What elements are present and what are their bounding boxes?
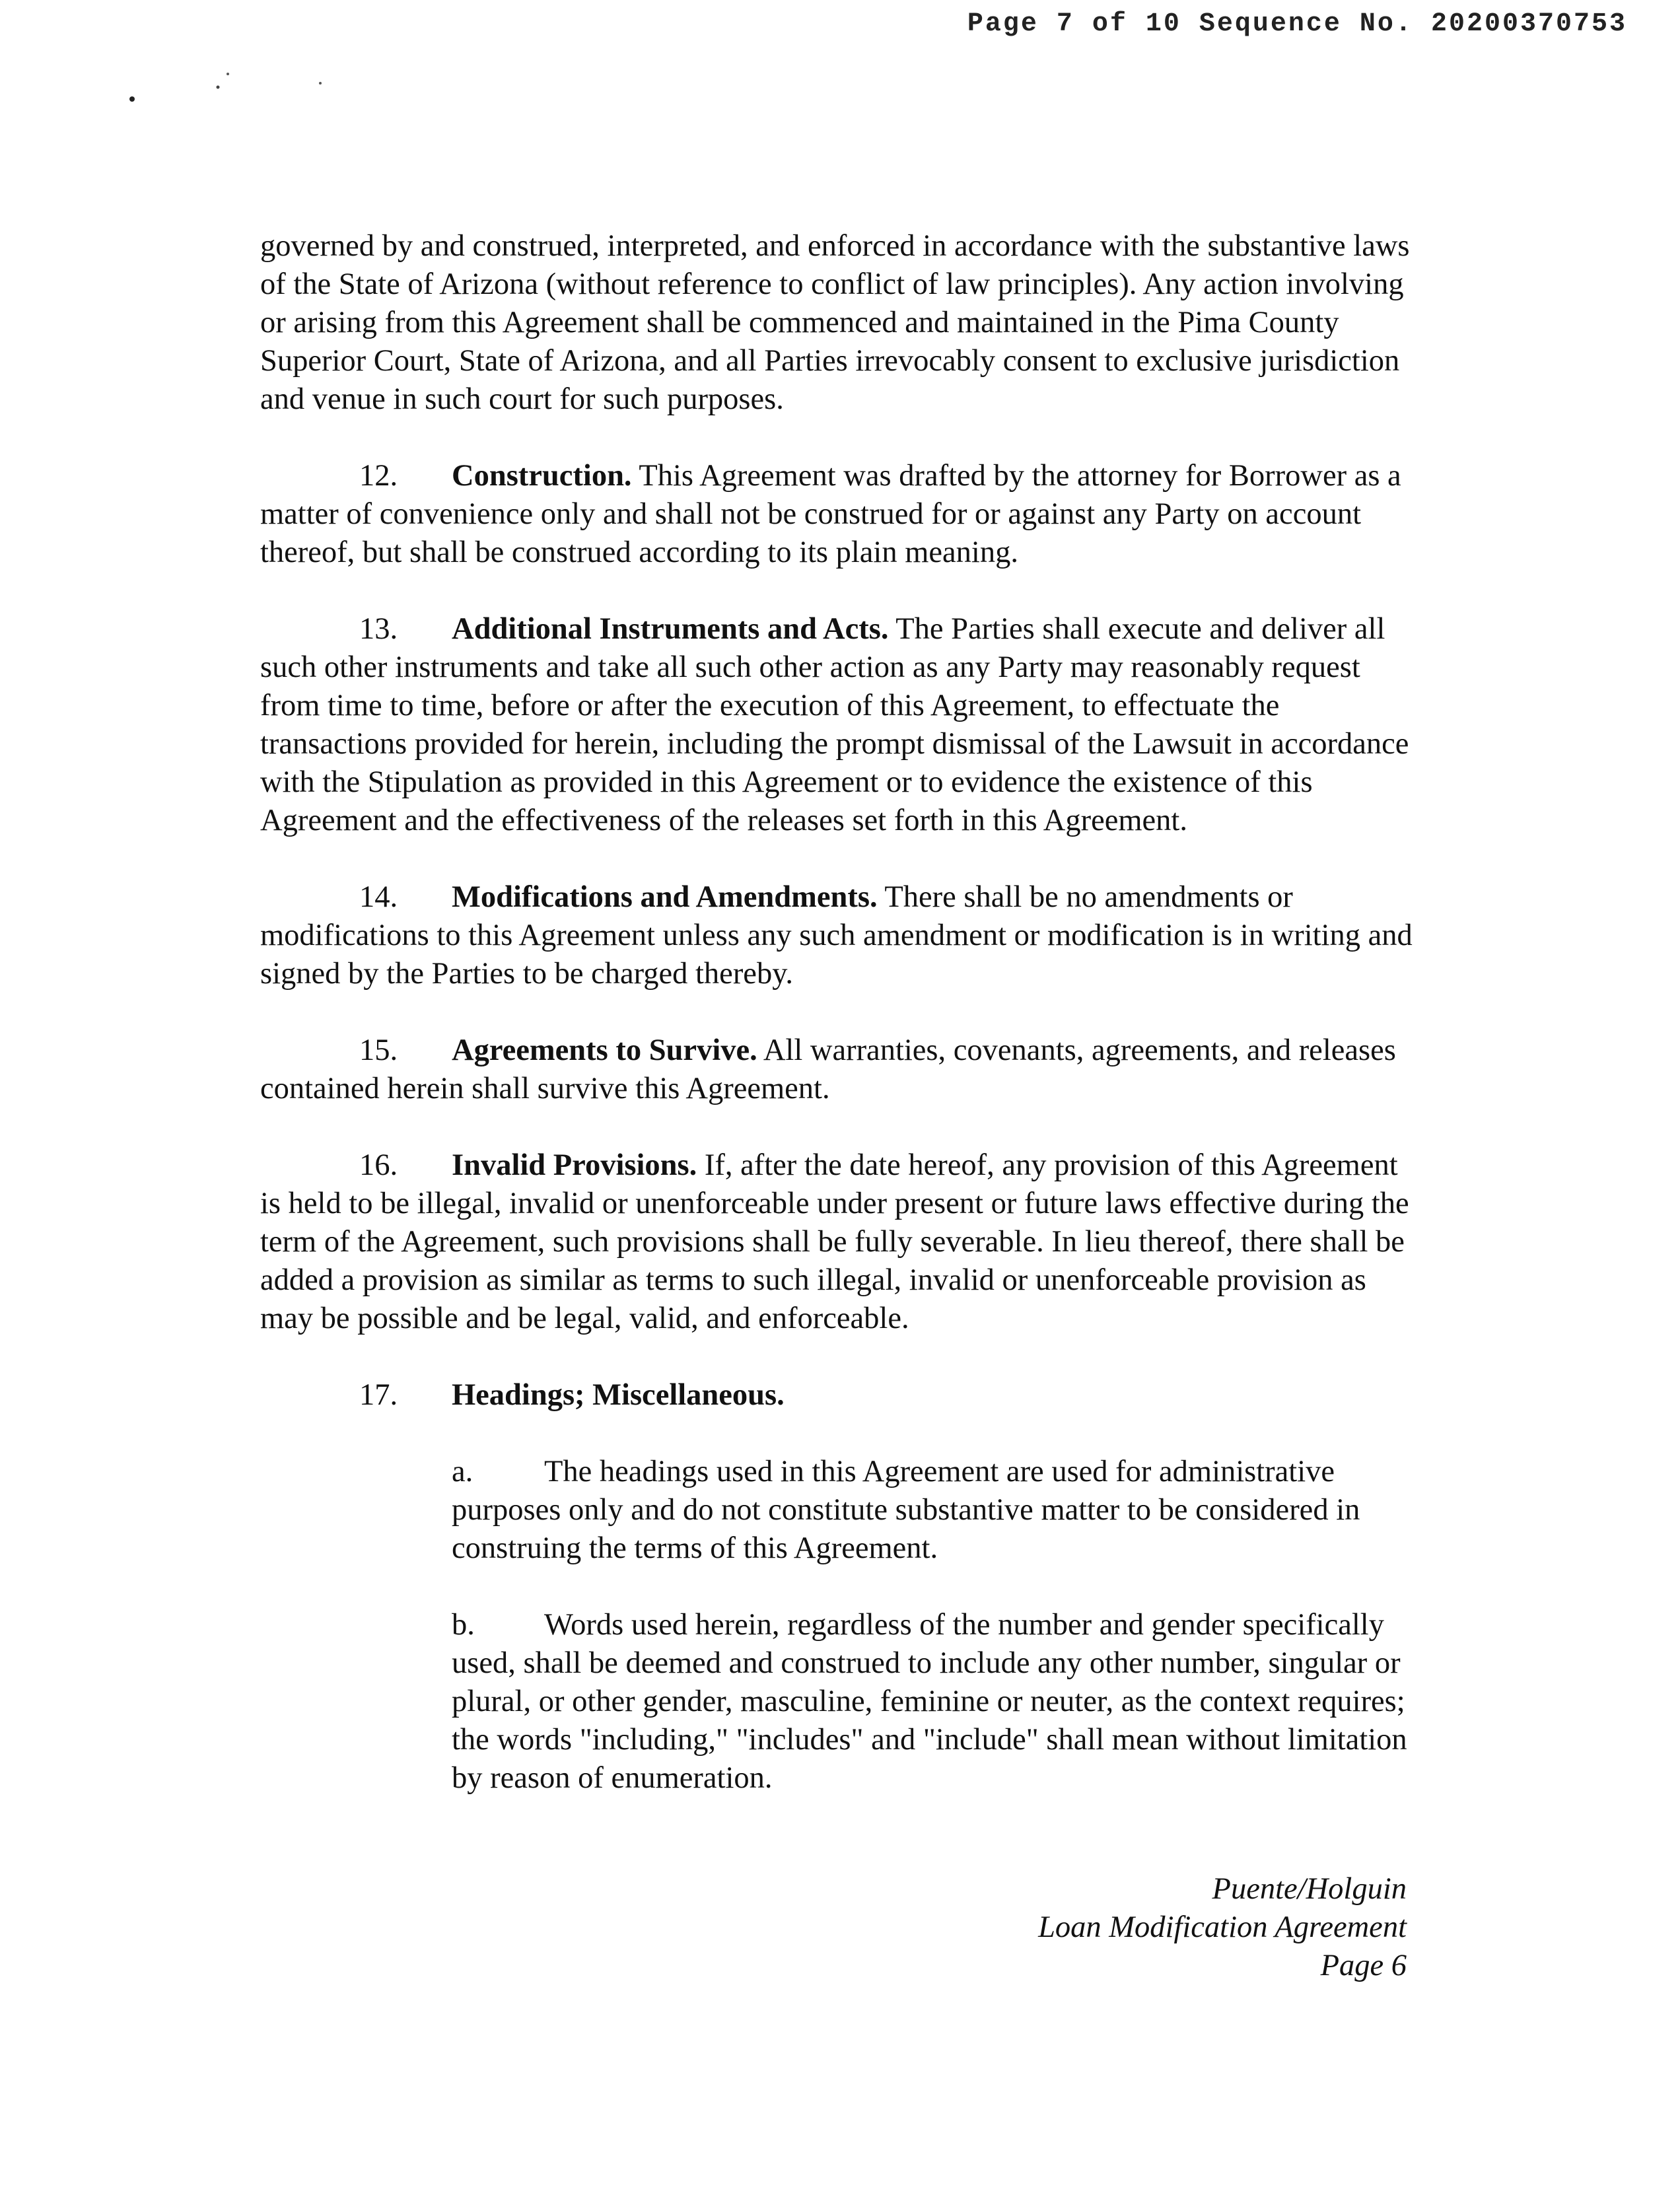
section-14 — [260, 878, 1416, 993]
section-16 — [260, 1146, 1416, 1338]
section-number: 14. — [359, 880, 398, 914]
section-title: Headings; Miscellaneous. — [452, 1378, 785, 1412]
subsection-text: Words used herein, regardless of the number and gender specifically used, shall be deemed and construed to include any other number, singular or plural, or other gender, masculine, feminine or neuter, as the context requires; the words "including," "includes" and "include" shall mean without limitation by reason of enumeration. — [452, 1608, 1407, 1795]
section-number: 16. — [359, 1148, 398, 1182]
scan-specks — [119, 66, 343, 119]
section-text: All warranties, covenants, agreements, and releases contained herein shall survive this Agreement. — [260, 1033, 1396, 1105]
section-13 — [260, 610, 1416, 840]
section-title: Modifications and Amendments. — [452, 880, 878, 914]
page-sequence-stamp: Page 7 of 10 Sequence No. 20200370753 — [967, 9, 1627, 39]
subsection-text: The headings used in this Agreement are used for administrative purposes only and do not constitute substantive matter to be considered in construing the terms of this Agreement. — [452, 1455, 1360, 1565]
section-text: The Parties shall execute and deliver all such other instruments and take all such other action as any Party may reasonably request from time to time, before or after the execution of this Agreement, to effectuate the transactions provided for herein, including the prompt dismissal of the Lawsuit in accordance with the Stipulation as provided in this Agreement or to evidence the existence of this Agreement and the effectiveness of the releases set forth in this Agreement. — [260, 612, 1409, 837]
section-title: Invalid Provisions. — [452, 1148, 697, 1182]
document-body — [260, 227, 1416, 1836]
paragraph-governing-law: governed by and construed, interpreted, and enforced in accordance with the substantive laws of the State of Arizona (without reference to conflict of law principles). Any action involving or arising from this Agreement shall be commenced and maintained in the Pima County Superior Court, State of Arizona, and all Parties irrevocably consent to exclusive jurisdiction and venue in such court for such purposes. — [260, 229, 1410, 416]
footer-parties: Puente/Holguin — [1212, 1872, 1407, 1906]
section-text: This Agreement was drafted by the attorney for Borrower as a matter of convenience only and shall not be construed for or against any Party on account thereof, but shall be construed according to its plain meaning. — [260, 459, 1401, 569]
section-number: 17. — [359, 1378, 398, 1412]
section-text: If, after the date hereof, any provision of this Agreement is held to be illegal, invalid or unenforceable under present or future laws effective during the term of the Agreement, such provisions shall be fully severable. In lieu thereof, there shall be added a provision as similar as terms to such illegal, invalid or unenforceable provision as may be possible and be legal, valid, and enforceable. — [260, 1148, 1409, 1335]
section-title: Agreements to Survive. — [452, 1033, 757, 1067]
subsection-letter: a. — [452, 1455, 473, 1488]
section-number: 15. — [359, 1033, 398, 1067]
section-title: Additional Instruments and Acts. — [452, 612, 889, 646]
section-text: There shall be no amendments or modifications to this Agreement unless any such amendment or modification is in writing and signed by the Parties to be charged thereby. — [260, 880, 1413, 991]
section-number: 13. — [359, 612, 398, 646]
section-17 — [260, 1376, 1416, 1415]
footer-document-title: Loan Modification Agreement — [1038, 1910, 1407, 1944]
footer-page-label: Page 6 — [1320, 1949, 1407, 1982]
section-number: 12. — [359, 459, 398, 493]
subsection-letter: b. — [452, 1608, 475, 1642]
section-12 — [260, 457, 1416, 572]
section-title: Construction. — [452, 459, 632, 493]
subsection-b — [452, 1606, 1416, 1798]
subsection-a — [452, 1453, 1416, 1568]
document-footer — [1038, 1870, 1407, 1985]
section-15 — [260, 1031, 1416, 1108]
